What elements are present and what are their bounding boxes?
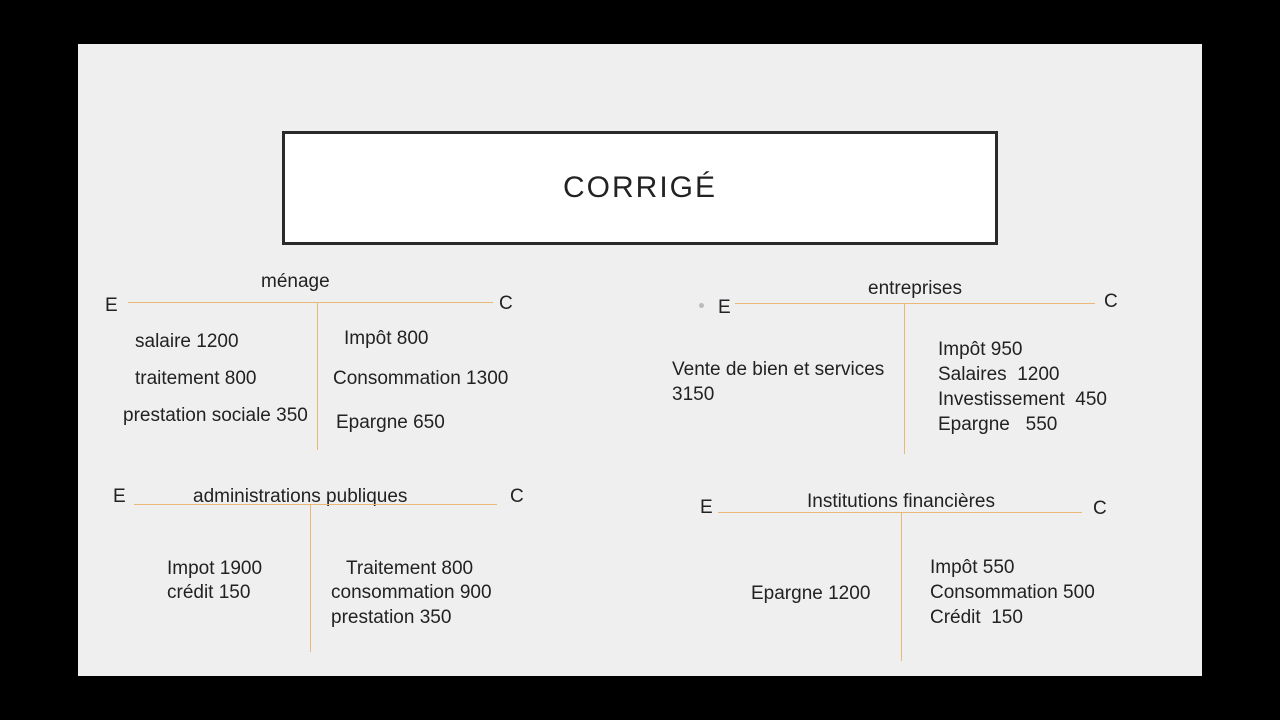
account-name: Institutions financières bbox=[807, 491, 995, 512]
account-label-c: C bbox=[510, 486, 524, 507]
account-name: ménage bbox=[261, 271, 330, 292]
ressources-item: Impôt 950 bbox=[938, 339, 1023, 360]
account-label-e: E bbox=[700, 497, 713, 518]
page-title: CORRIGÉ bbox=[562, 171, 717, 204]
ressources-item: Consommation 500 bbox=[930, 582, 1095, 603]
account-label-e: E bbox=[718, 297, 731, 318]
emplois-item: Vente de bien et services bbox=[672, 359, 885, 380]
emplois-item: prestation sociale 350 bbox=[123, 405, 308, 426]
ressources-item: Epargne 550 bbox=[938, 414, 1058, 435]
t-account-vertical-line bbox=[310, 505, 311, 652]
emplois-item: Epargne 1200 bbox=[751, 583, 871, 604]
account-name: administrations publiques bbox=[193, 486, 408, 507]
ressources-item: Salaires 1200 bbox=[938, 364, 1060, 385]
account-label-c: C bbox=[1093, 498, 1107, 519]
t-account-horizontal-line bbox=[134, 504, 497, 505]
t-account-horizontal-line bbox=[718, 512, 1082, 513]
emplois-item: traitement 800 bbox=[135, 368, 257, 389]
emplois-item: Impot 1900 bbox=[167, 558, 263, 579]
ressources-item: Consommation 1300 bbox=[333, 368, 509, 389]
account-label-c: C bbox=[499, 293, 513, 314]
ressources-item: Investissement 450 bbox=[938, 389, 1107, 410]
emplois-item: 3150 bbox=[672, 384, 715, 405]
ressources-item: Crédit 150 bbox=[930, 607, 1023, 628]
ressources-item: Epargne 650 bbox=[336, 412, 445, 433]
ressources-item: Impôt 800 bbox=[344, 328, 429, 349]
ressources-item: prestation 350 bbox=[331, 607, 452, 628]
t-account-horizontal-line bbox=[735, 303, 1095, 304]
emplois-item: crédit 150 bbox=[167, 582, 251, 603]
ressources-item: Traitement 800 bbox=[346, 558, 474, 579]
title-box bbox=[282, 131, 998, 245]
t-account-vertical-line bbox=[901, 513, 902, 661]
t-account-horizontal-line bbox=[128, 302, 493, 303]
account-name: entreprises bbox=[868, 278, 962, 299]
account-label-c: C bbox=[1104, 291, 1118, 312]
ressources-item: Impôt 550 bbox=[930, 557, 1015, 578]
account-label-e: E bbox=[105, 295, 118, 316]
emplois-item: salaire 1200 bbox=[135, 331, 239, 352]
t-account-vertical-line bbox=[904, 304, 905, 454]
bullet-dot bbox=[699, 303, 704, 308]
account-label-e: E bbox=[113, 486, 126, 507]
t-account-vertical-line bbox=[317, 303, 318, 450]
ressources-item: consommation 900 bbox=[331, 582, 492, 603]
